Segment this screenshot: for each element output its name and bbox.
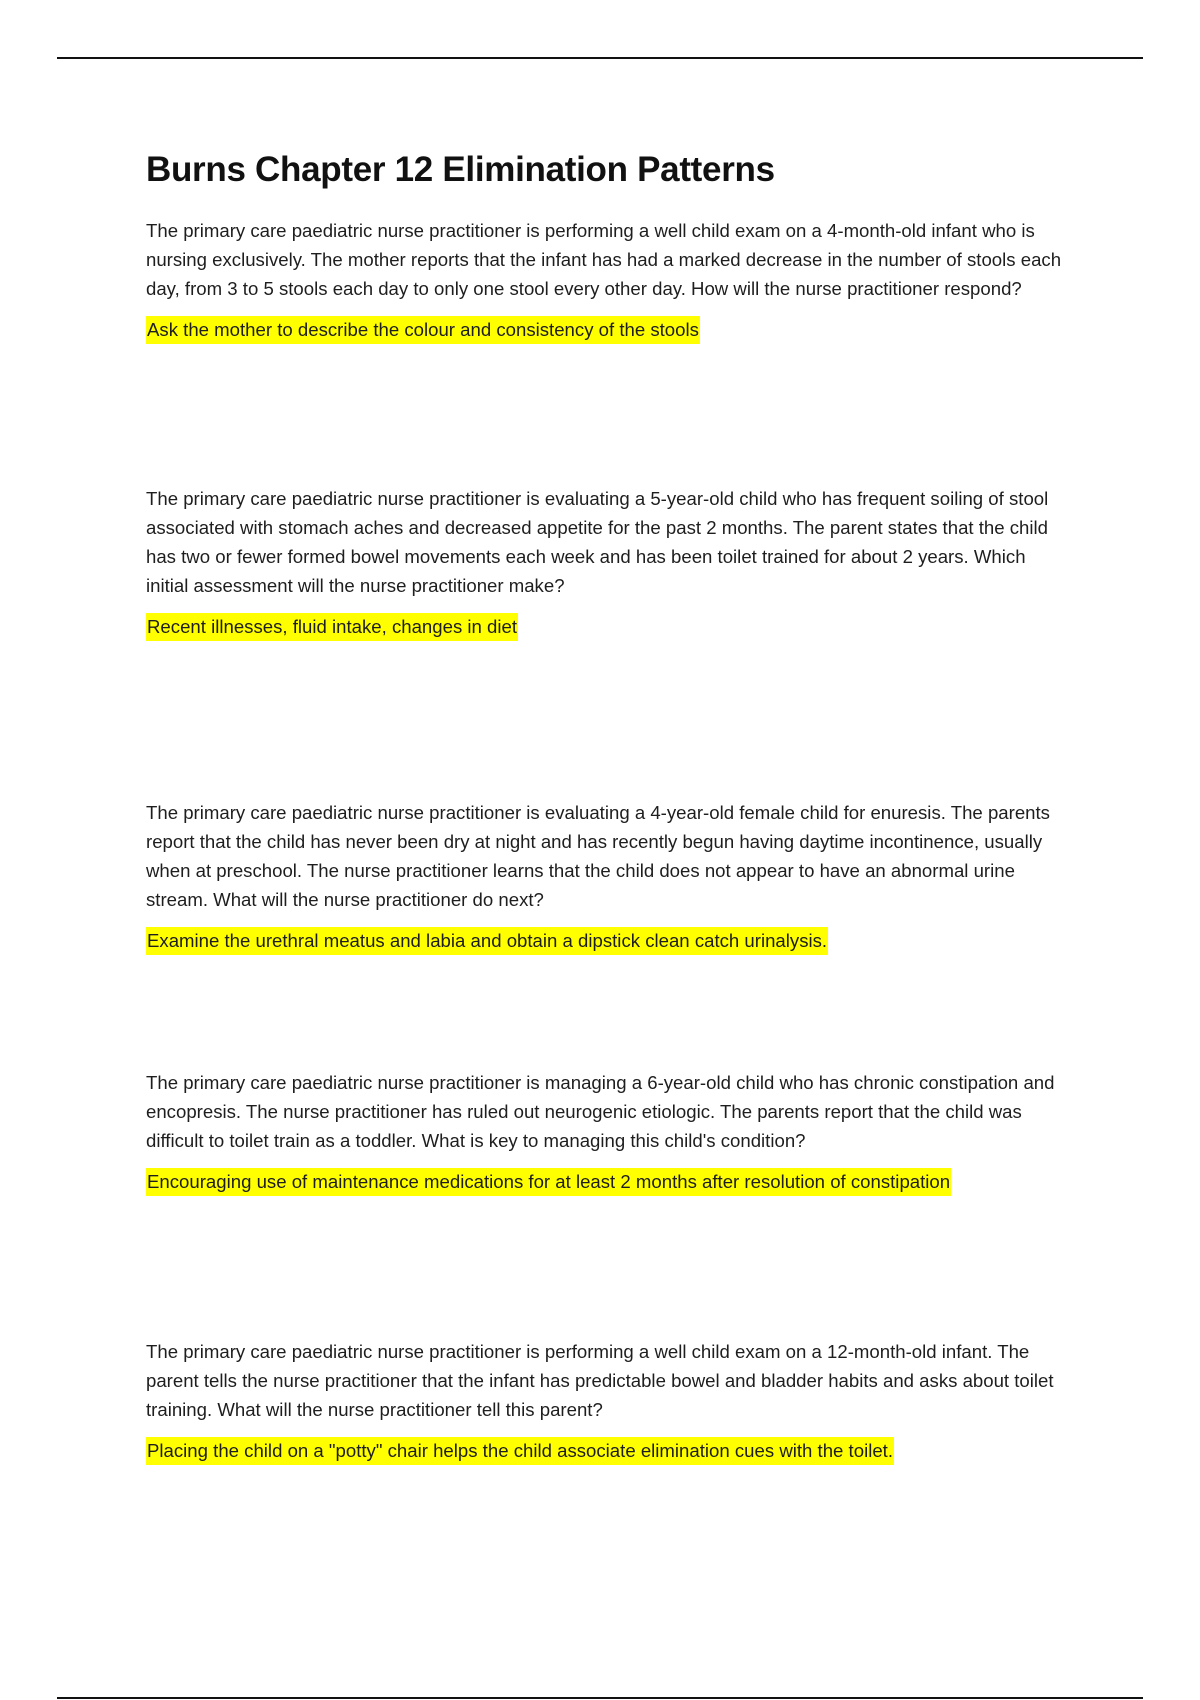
page-title: Burns Chapter 12 Elimination Patterns: [146, 150, 775, 189]
top-rule: [57, 57, 1143, 59]
question-block: [146, 1068, 1066, 1196]
question-block: [146, 1337, 1066, 1465]
question-text: The primary care paediatric nurse practitioner is performing a well child exam on a 12-month-old infant. The parent tells the nurse practitioner that the infant has predictable bowel and bladder habits and asks about toilet training. What will the nurse practitioner tell this parent?: [146, 1341, 1054, 1420]
question-block: [146, 484, 1066, 641]
question-text: The primary care paediatric nurse practitioner is performing a well child exam on a 4-month-old infant who is nursing exclusively. The mother reports that the infant has had a marked decrease in the number of stools each day, from 3 to 5 stools each day to only one stool every other day. How will the nurse practitioner respond?: [146, 220, 1062, 299]
question-block: [146, 216, 1066, 344]
highlighted-answer: Ask the mother to describe the colour and consistency of the stools: [146, 316, 700, 344]
question-block: [146, 798, 1066, 955]
question-text: The primary care paediatric nurse practitioner is evaluating a 5-year-old child who has frequent soiling of stool associated with stomach aches and decreased appetite for the past 2 months. The parent states that the child has two or fewer formed bowel movements each week and has been toilet trained for about 2 years. Which initial assessment will the nurse practitioner make?: [146, 488, 1049, 596]
highlighted-answer: Placing the child on a "potty" chair helps the child associate elimination cues with the toilet.: [146, 1437, 894, 1465]
question-text: The primary care paediatric nurse practitioner is evaluating a 4-year-old female child for enuresis. The parents report that the child has never been dry at night and has recently begun having daytime incontinence, usually when at preschool. The nurse practitioner learns that the child does not appear to have an abnormal urine stream. What will the nurse practitioner do next?: [146, 802, 1050, 910]
bottom-rule: [57, 1697, 1143, 1699]
highlighted-answer: Encouraging use of maintenance medications for at least 2 months after resolution of constipation: [146, 1168, 951, 1196]
highlighted-answer: Recent illnesses, fluid intake, changes in diet: [146, 613, 518, 641]
highlighted-answer: Examine the urethral meatus and labia and obtain a dipstick clean catch urinalysis.: [146, 927, 828, 955]
question-text: The primary care paediatric nurse practitioner is managing a 6-year-old child who has chronic constipation and encopresis. The nurse practitioner has ruled out neurogenic etiologic. The parents report that the child was difficult to toilet train as a toddler. What is key to managing this child's condition?: [146, 1072, 1055, 1151]
